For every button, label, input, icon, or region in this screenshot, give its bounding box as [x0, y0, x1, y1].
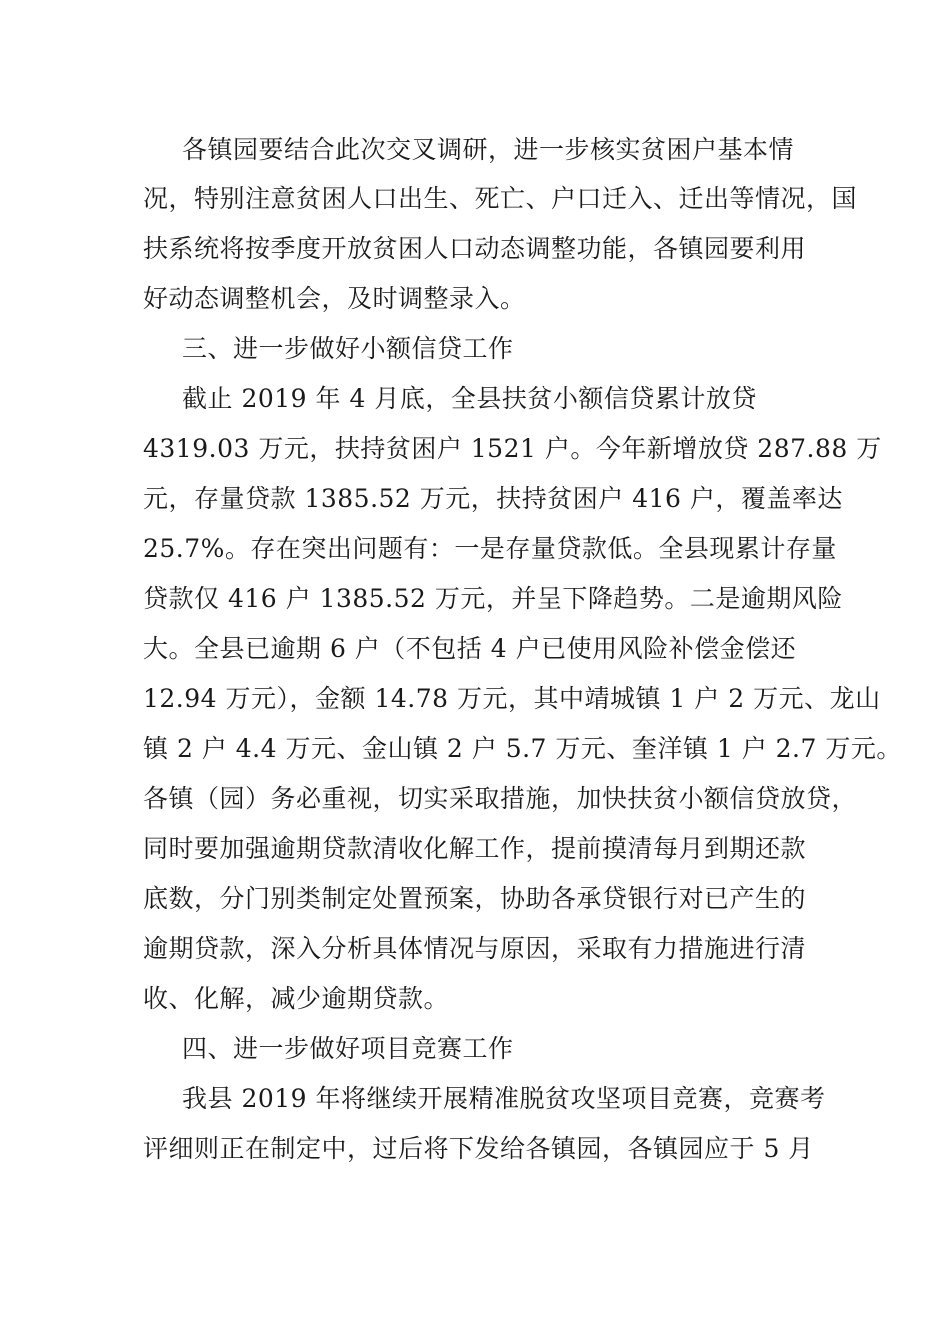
paragraph-line: 元，存量贷款 1385.52 万元，扶持贫困户 416 户，覆盖率达	[143, 484, 843, 513]
paragraph-line: 同时要加强逾期贷款清收化解工作，提前摸清每月到期还款	[143, 834, 807, 863]
paragraph-line: 况，特别注意贫困人口出生、死亡、户口迁入、迁出等情况，国	[143, 184, 858, 213]
paragraph-line: 评细则正在制定中，过后将下发给各镇园，各镇园应于 5 月	[143, 1134, 814, 1163]
paragraph-line: 各镇园要结合此次交叉调研，进一步核实贫困户基本情	[182, 135, 795, 164]
paragraph-line: 逾期贷款，深入分析具体情况与原因，采取有力措施进行清	[143, 934, 807, 963]
paragraph-line: 截止 2019 年 4 月底，全县扶贫小额信贷累计放贷	[182, 384, 757, 413]
paragraph-line: 贷款仅 416 户 1385.52 万元，并呈下降趋势。二是逾期风险	[143, 584, 843, 613]
section-heading: 四、进一步做好项目竞赛工作	[182, 1034, 514, 1063]
paragraph-line: 12.94 万元），金额 14.78 万元，其中靖城镇 1 户 2 万元、龙山	[143, 684, 881, 713]
paragraph-line: 大。全县已逾期 6 户（不包括 4 户已使用风险补偿金偿还	[143, 634, 797, 663]
paragraph-line: 4319.03 万元，扶持贫困户 1521 户。今年新增放贷 287.88 万	[143, 434, 882, 463]
paragraph-line: 扶系统将按季度开放贫困人口动态调整功能，各镇园要利用	[143, 234, 807, 263]
paragraph-line: 镇 2 户 4.4 万元、金山镇 2 户 5.7 万元、奎洋镇 1 户 2.7 万元。	[143, 734, 902, 763]
paragraph-line: 底数，分门别类制定处置预案，协助各承贷银行对已产生的	[143, 884, 807, 913]
paragraph-line: 各镇（园）务必重视，切实采取措施，加快扶贫小额信贷放贷，	[143, 784, 858, 813]
paragraph-line: 好动态调整机会，及时调整录入。	[143, 284, 526, 313]
paragraph-line: 我县 2019 年将继续开展精准脱贫攻坚项目竞赛，竞赛考	[182, 1084, 826, 1113]
section-heading: 三、进一步做好小额信贷工作	[182, 334, 514, 363]
paragraph-line: 收、化解，减少逾期贷款。	[143, 984, 450, 1013]
paragraph-line: 25.7%。存在突出问题有：一是存量贷款低。全县现累计存量	[143, 534, 837, 563]
